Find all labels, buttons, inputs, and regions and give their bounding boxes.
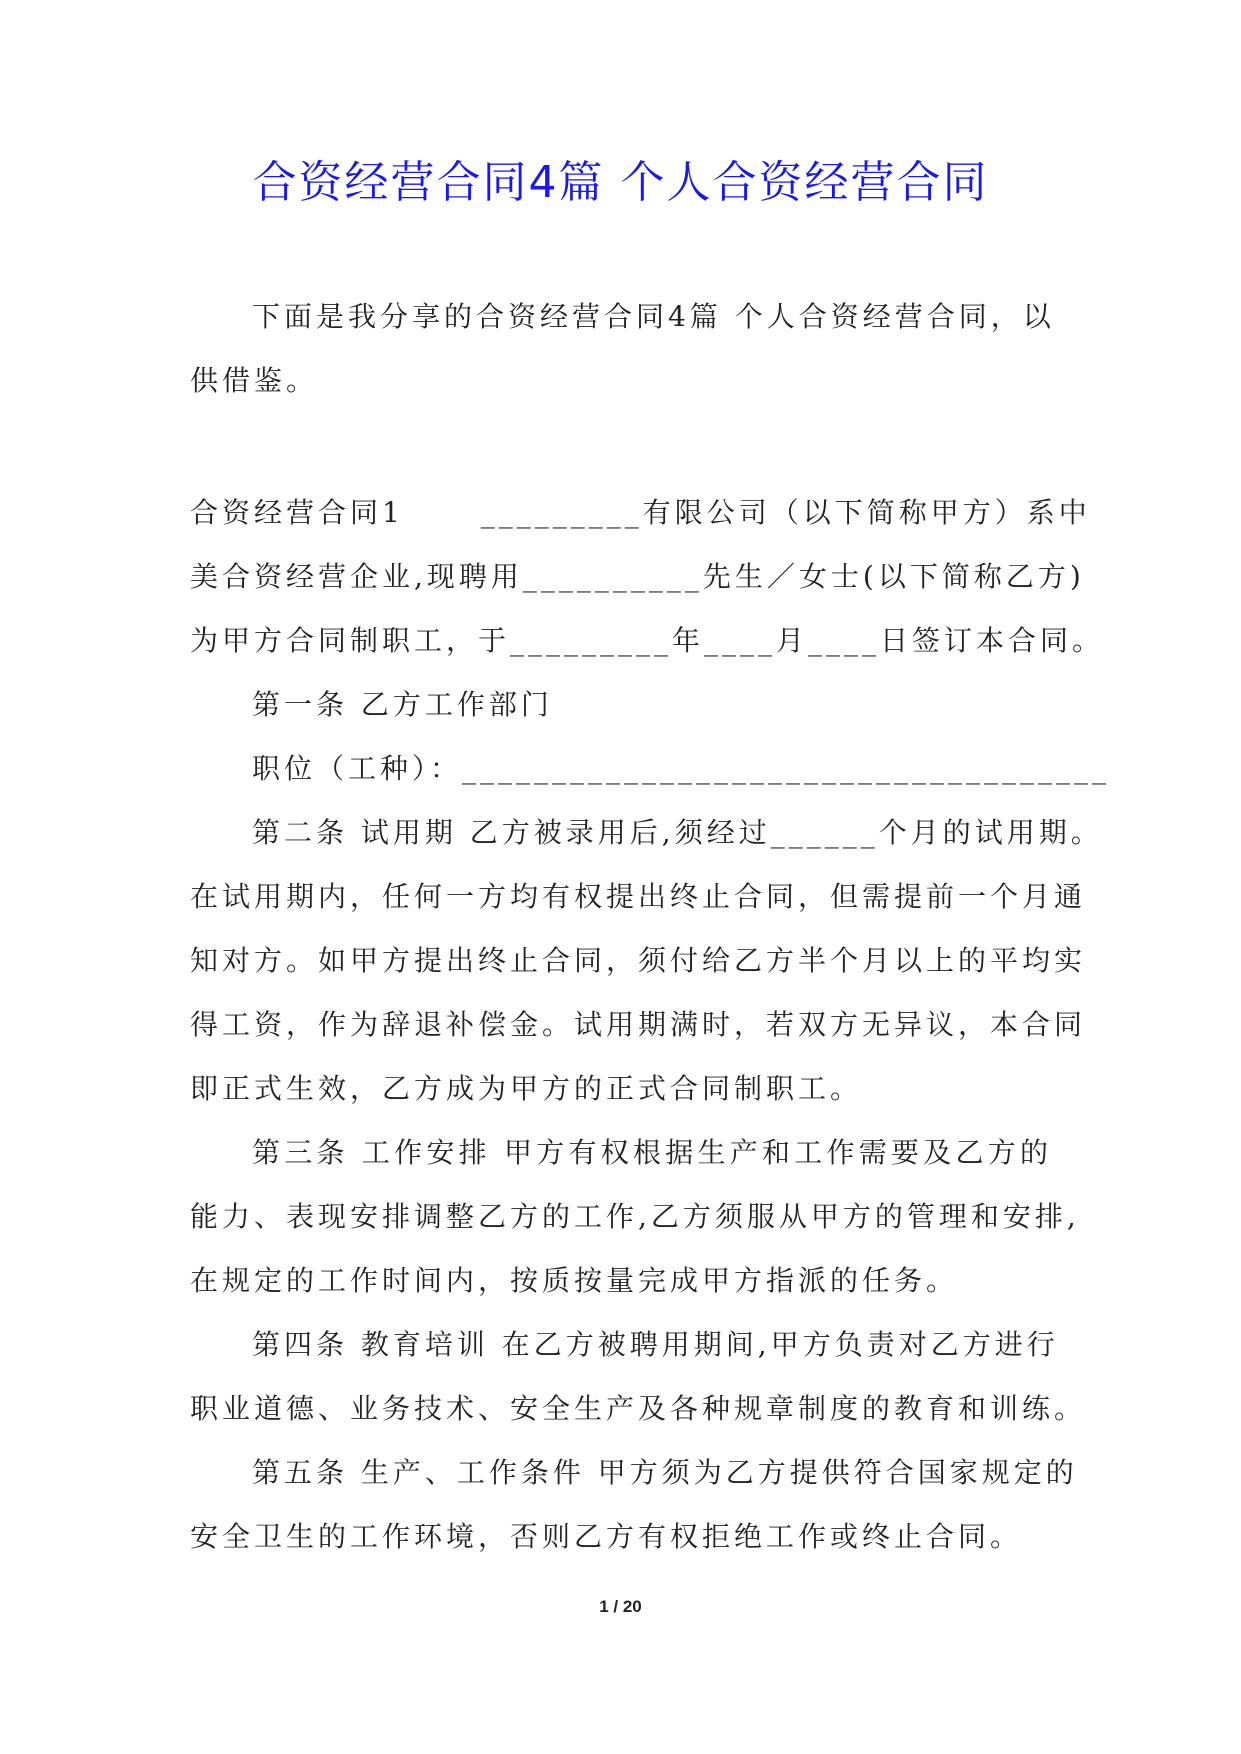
paragraph-line: 第五条 生产、工作条件 甲方须为乙方提供符合国家规定的 bbox=[252, 1456, 1078, 1489]
contract-1-opening bbox=[190, 481, 1105, 673]
clause-4 bbox=[190, 1313, 1087, 1441]
paragraph-line: 在试用期内，任何一方均有权提出终止合同，但需提前一个月通 bbox=[190, 880, 1087, 913]
page-number: 1 / 20 bbox=[599, 1597, 642, 1616]
paragraph-line: 即正式生效，乙方成为甲方的正式合同制职工。 bbox=[190, 1072, 863, 1105]
intro-paragraph bbox=[190, 285, 1055, 413]
clause-heading: 第一条 乙方工作部门 bbox=[252, 688, 553, 721]
paragraph-line: 第二条 试用期 乙方被录用后,须经过______个月的试用期。 bbox=[252, 816, 1103, 849]
paragraph-line: 供借鉴。 bbox=[190, 364, 319, 397]
paragraph-line: 知对方。如甲方提出终止合同，须付给乙方半个月以上的平均实 bbox=[190, 944, 1087, 977]
clause-1 bbox=[190, 673, 1111, 801]
paragraph-line: 职位（工种）：____________________________________ bbox=[252, 752, 1111, 785]
paragraph-line: 安全卫生的工作环境，否则乙方有权拒绝工作或终止合同。 bbox=[190, 1520, 1023, 1553]
clause-5 bbox=[190, 1441, 1078, 1569]
paragraph-line: 第三条 工作安排 甲方有权根据生产和工作需要及乙方的 bbox=[252, 1136, 1052, 1169]
clause-3 bbox=[190, 1121, 1080, 1313]
document-title: 合资经营合同4篇 个人合资经营合同 bbox=[252, 157, 989, 208]
paragraph-line: 在规定的工作时间内，按质按量完成甲方指派的任务。 bbox=[190, 1264, 959, 1297]
clause-2 bbox=[190, 801, 1103, 1121]
paragraph-line: 第四条 教育培训 在乙方被聘用期间,甲方负责对乙方进行 bbox=[252, 1328, 1059, 1361]
paragraph-line: 能力、表现安排调整乙方的工作,乙方须服从甲方的管理和安排, bbox=[190, 1200, 1080, 1233]
paragraph-line: 得工资，作为辞退补偿金。试用期满时，若双方无异议，本合同 bbox=[190, 1008, 1087, 1041]
paragraph-line: 职业道德、业务技术、安全生产及各种规章制度的教育和训练。 bbox=[190, 1392, 1087, 1425]
paragraph-line: 为甲方合同制职工，于_________年____月____日签订本合同。 bbox=[190, 624, 1105, 657]
paragraph-line: 美合资经营企业,现聘用__________先生／女士(以下简称乙方) bbox=[190, 560, 1085, 593]
paragraph-line: 合资经营合同1 _________有限公司（以下简称甲方）系中 bbox=[190, 496, 1091, 529]
document-body bbox=[190, 285, 1111, 1569]
paragraph-line: 下面是我分享的合资经营合同4篇 个人合资经营合同，以 bbox=[252, 300, 1055, 333]
